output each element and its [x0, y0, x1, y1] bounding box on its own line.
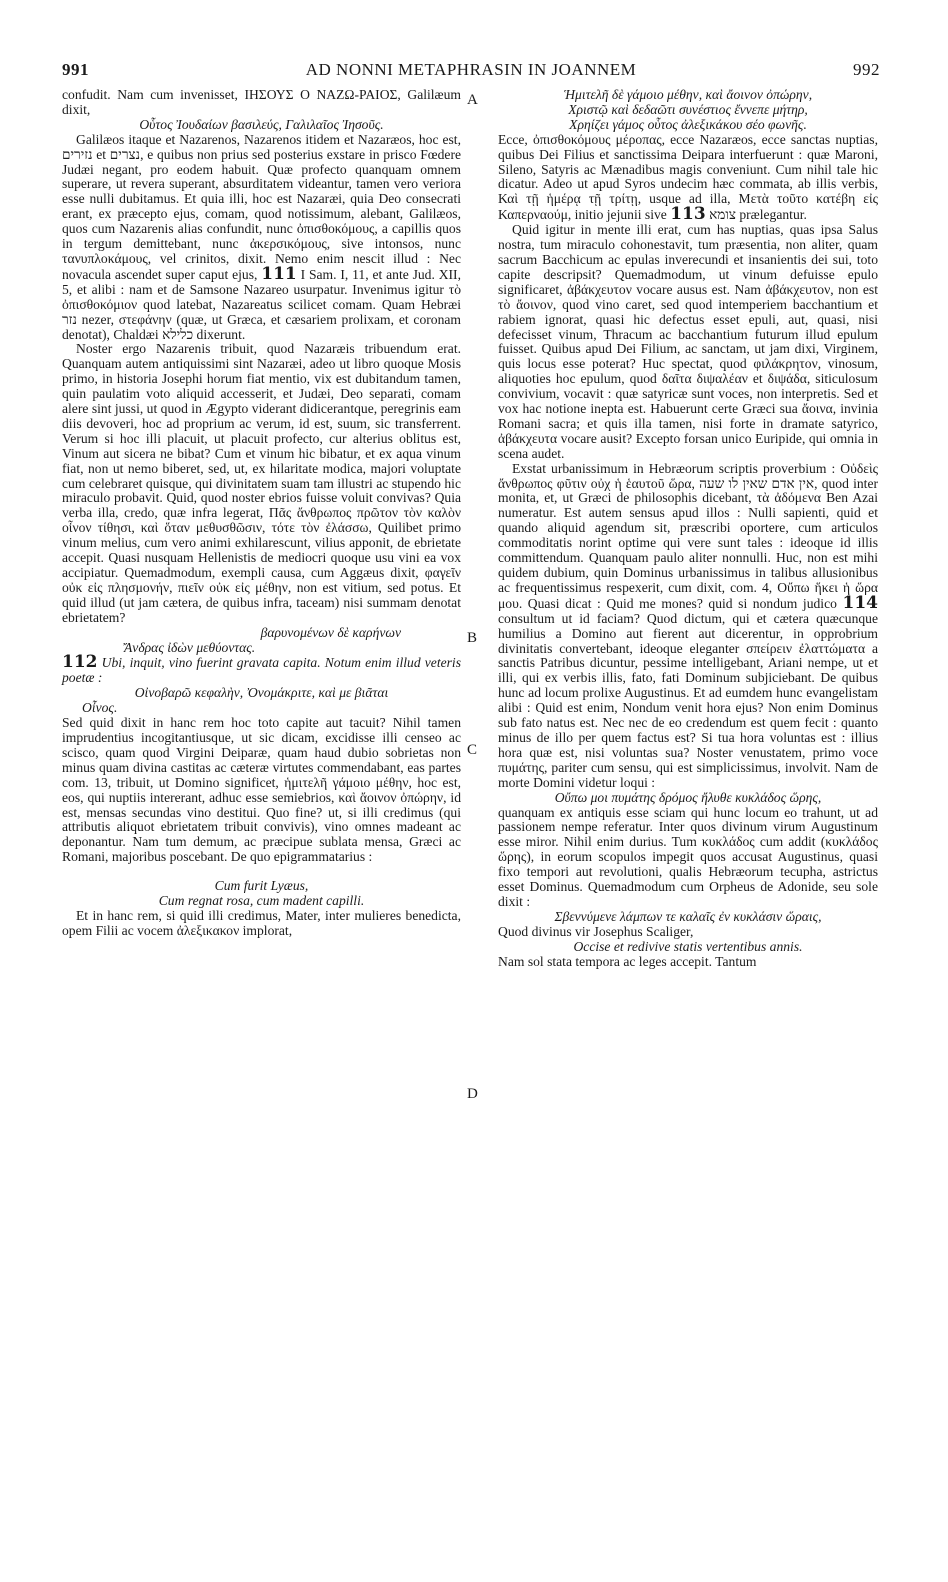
left-verse-1: Οὗτος Ἰουδαίων βασιλεύς, Γαλιλαῖος Ἰησοῦς.	[139, 116, 384, 132]
section-number-112: 112	[62, 652, 98, 673]
left-paragraph-6: Et in hanc rem, si quid illi credimus, Mater, inter mulieres benedicta, opem Filii ac vocem ἀλεξικακον implorat,	[62, 907, 461, 938]
margin-letter-b: B	[467, 630, 478, 646]
left-paragraph-4: 112 Ubi, inquit, vino fuerint gravata capita. Notum enim illud veteris poetæ :	[62, 652, 461, 686]
left-verse-2b: Ἄνδρας ἰδὼν μεθύοντας.	[124, 639, 256, 655]
right-verse-1c: Χρηίζει γάμος οὗτος ἀλεξικάκου σέο φωνῆς.	[569, 116, 807, 132]
margin-letter-d: D	[467, 1086, 478, 1102]
left-verse-4a: Cum furit Lyæus,	[214, 878, 309, 894]
left-verse-3a: Οἰνοβαρῶ κεφαλὴν, Ὀνομάκριτε, καὶ με βιᾶται	[134, 685, 389, 701]
left-verse-3b: Οἶνος.	[82, 700, 118, 716]
right-column	[498, 88, 878, 969]
left-paragraph-5: Sed quid dixit in hanc rem hoc toto capite aut tacuit? Nihil tamen imprudentius incogitantiusque, ut sic dicam, excidisse illi censeo ac scisco, quam quod Virgini Deiparæ, quam haud dubio sobrietas non minus quam divina castitas ac cæteræ virtutes commendabant, eas partes com. 13, tribuit, ut Domino significet, ἡμιτελῆ γάμοιο μέθην, hoc est, eos, qui nuptiis intererant, adhuc esse semiebrios, καὶ ἄοινον ὀπώρην, id est, mensas secundas vino destitui. Quo fine? ut, si illi credimus (qui attributis aliquot ebrietatem tribuit convivis), vino omnes madeant ac deponantur. Nam tum demum, ac præcipue sublata mensa, Græci ac Romani, majoribus poscebant. De quo epigrammatarius :	[62, 715, 461, 865]
right-paragraph-5: Quod divinus vir Josephus Scaliger,	[498, 923, 694, 939]
margin-letter-a: A	[467, 92, 478, 108]
running-title: AD NONNI METAPHRASIN IN JOANNEM	[305, 60, 637, 79]
margin-letter-c: C	[467, 742, 478, 758]
right-verse-1a: Ἡμιτελῆ δὲ γάμοιο μέθην, καὶ ἄοινον ὀπώρην,	[563, 87, 813, 102]
left-paragraph-3: Noster ergo Nazarenis tribuit, quod Nazaræis tribuendum erat. Quanquam autem antiquissimi sint Nazaræi, adeo ut libro quoque Mosis primo, in historia Josephi horum fiat mentio, vix est dubitandum tamen, quin paulatim voto aliquid accesserit, et Judæi, Deo separati, comam alere sint jussi, ut quod in Ægypto viderant didicerantque, peregrinis eam diis devoveri, hoc ad proprium ac verum, id est, suum, sic transferrent. Verum si hoc illi placuit, ut placuit profecto, cur alterius oblitus est, Vinum aut sicera ne bibat? Cum et vinum hic bibatur, et ex aqua vinum fiat, non ut nemo biberet, sed, ut, ex hilaritate modica, majori voluptate cum celebraret quisque, qui divinitatem suam tam illustri ac stupendo hic miraculo probavit. Quid, quod noster ebrios fuisse voluit convivas? Quia verba illa, credo, quæ infra legerat, Πᾶς ἄνθρωπος πρῶτον τὸν καλὸν οἶνον τίθησι, καὶ ὅταν μεθυσθῶσιν, τότε τὸν ἐλάσσω, Quilibet primo vinum melius, cum vero animi exhilarescunt, vilius apponit, de ebrietate accepit. Quasi nusquam Hellenistis de mediocri quoque usu vini ea vox accipiatur. Quemadmodum, exempli causa, cum Aggæus dixit, φαγεῖν οὐκ εἰς πλησμονήν, πιεῖν οὐκ εἰς μέθην, non est vitium, sed potus. Et quid illud (ut jam cætera, de quibus infra, taceam) nisi summam denotat ebrietatem?	[62, 341, 461, 625]
right-paragraph-1: Ecce, ὀπισθοκόμους μέροπας, ecce Nazaræos, ecce sanctas nuptias, quibus Dei Filius et sanctissima Deipara interfuerunt : quæ Maroni, Sileno, Satyris ac Mænadibus magis conveniunt. Cum nihil tale hic dicatur. Adeo ut apud Syros undecim hæc commata, ab illis verbis, Καὶ τῇ ἡμέρᾳ τῇ τρίτῃ, usque ad illa, Μετὰ τοῦτο κατέβη εἰς Καπερναούμ, initio jejunii sive 113 צומא prælegantur.	[498, 131, 878, 225]
left-verse-4b: Cum regnat rosa, cum madent capilli.	[158, 893, 365, 909]
left-paragraph-1: confudit. Nam cum invenisset, ΙΗΣΟΥΣ Ο ΝΑΖΩ-ΡΑΙΟΣ, Galilæum dixit,	[62, 87, 461, 117]
right-paragraph-6: Nam sol stata tempora ac leges accepit. Tantum	[498, 953, 757, 969]
right-verse-1b: Χριστῷ καὶ δεδαῶτι συνέστιος ἔννεπε μήτηρ,	[568, 101, 808, 117]
right-paragraph-2: Quid igitur in mente illi erat, cum has nuptias, quas ipsa Salus nostra, tum miraculo cohonestavit, tum præsentia, non aliter, quam sacrum Bacchicum ac epulas inverecundi et insanientis dei sui, toto capite descripsit? Quemadmodum, ut vinum defuisse epulo significaret, ἀβάκχευτον vocare ausus est. Nam ἀβάκχευτον, non est τὸ ἄοινον, quod vino caret, sed quod intemperiem bacchantium et rabiem ignorat, quasi hic defectus esset epuli, aut, quasi, nisi defecisset vinum, Thracum ac bacchantium futurum illud epulum fuisset. Quibus apud Dei Filium, ac sanctam, ut jam dixi, Virginem, quis locus esse poterat? Huc spectat, quod φιλάκρητον, vinosum, aliquoties hoc epulum, quod δαῖτα διψαλέαν et διψάδα, siticulosum convivium, vocavit : quæ satyricæ sunt voces, non interpretis. Sed et vox hac notione inepta est. Habuerunt certe Græci sua ἄοινα, invinia Romani sacra; et quis illa tamen, nisi forte in dramate satyrico, ἀβάκχευτα vocare ausit? Excepto forsan unico Euripide, qui omnia in scena audet.	[498, 222, 878, 461]
right-verse-4: Occise et redivive statis vertentibus annis.	[573, 938, 803, 954]
right-verse-3: Σβεννύμενε λάμπων τε καλαῖς ἐν κυκλάσιν ὥραις,	[554, 908, 822, 924]
page-number-left: 991	[62, 60, 89, 79]
left-verse-2a: βαρυνομένων δὲ καρήνων	[260, 624, 401, 640]
page-number-right: 992	[853, 60, 880, 79]
section-number-113: 113	[670, 204, 706, 225]
left-paragraph-2: Galilæos itaque et Nazarenos, Nazarenos itidem et Nazaræos, hoc est, נזירים et נצרים, e quibus non prius sed posterius exstare in prisco Fœdere Judæi negant, pro eodem habuit. Quæ profecto quanquam omnem superare, ut revera superant, absurditatem videantur, tamen vero veriora esse nulli dubitamus. Et quia illi, hoc est Nazaræi, quia Deo consecrati erant, ex præcepto ejus, comam, quod notissimum, alebant, Galilæos, quos cum Nazarenis alias confundit, nunc ὀπισθοκόμους, a capillis quos in tergum demittebant, nunc ἀκερσικόμους, sive intonsos, nunc τανυπλοκάμους, vel crinitos, dixit. Nemo enim nescit illud : Nec novacula ascendet super caput ejus, 111 I Sam. I, 11, et ante Jud. XII, 5, et alibi : nam et de Samsone Nazareo usurpatur. Invenimus igitur τὸ ὀπισθοκόμιον quod latebat, Nazareatus scilicet comam. Quam Hebræi נזר nezer, στεφάνην (quæ, ut Græca, et cæsariem prolixam, et coronam denotat), Chaldæi כלילא dixerunt.	[62, 131, 461, 342]
right-paragraph-4: quanquam ex antiquis esse sciam qui hunc locum eo trahunt, ut ad passionem nempe referatur. Inter quos divinum virum Augustinum esse miror. Nihil enim durius. Tum κυκλάδος cum addit (κυκλάδος ὥρης), in eorum scopulos impegit quos accusat Augustinus, quasi fixo tempori aut revolutioni, qualis Hebræorum tecupha, astrictus esset Dominus. Quemadmodum cum Orpheus de Adonide, seu sole dixit :	[498, 804, 878, 909]
page-header	[62, 60, 880, 84]
right-paragraph-3: Exstat urbanissimum in Hebræorum scriptis proverbium : Οὐδεὶς ἄνθρωπος φῦτιν οὐχ ἡ ἑαυτοῦ ὥρα, אין אדם שאין לו שעה, quod inter monita, et, ut Græci de philosophis dicebant, τὰ ἀδόμενα Ben Azai numeratur. Est autem sensus apud illos : Nulli sapienti, quid et quando aliquid agendum sit, præscribi oportere, cum articulos commoditatis norint optime qui vere sunt tales : ideoque id illis committendum. Quanquam paulo aliter nonnulli. Huc, non est mihi quidem dubium, quin Dominus urbanissimus in talibus allusionibus ac frequentissimus respexerit, cum dixit, com. 4, Οὔπω ἥκει ἡ ὥρα μου. Quasi dicat : Quid me mones? quid si nondum judico 114 consultum ut id faciam? Quod dictum, qui et cætera quæcunque humilius a Domino aut fierent aut dicerentur, in opprobrium divinitatis convertebant, ideoque eleganter σπείρειν ἐλαττώματα a sanctis Patribus dicuntur, pessime intelligebant, Ariani nempe, ut et illi, qui ex verbis illis, fato, fati Dominum subjiciebant. De quibus hunc ad locum prolixe Augustinus. Et ad eumdem hunc evangelistam alibi : Quid est enim, Nondum venit hora ejus? Non enim Dominus sub fato natus est. Nec nec de eo credendum est quem fecit : quanto minus de illo per quem factus est? Si tua hora voluntas est : illius hora quæ est, nisi voluntas sua? Noster venustatem, primo voce πυμάτης, pariter cum sensu, qui est simplicissimus, involvit. Nam de morte Domini videtur loqui :	[498, 460, 879, 790]
left-column	[62, 88, 461, 939]
section-number-111: 111	[261, 263, 297, 284]
right-verse-2: Οὔπω μοι πυμάτης δρόμος ἤλυθε κυκλάδος ὥρης,	[554, 789, 822, 805]
section-number-114: 114	[842, 592, 878, 613]
